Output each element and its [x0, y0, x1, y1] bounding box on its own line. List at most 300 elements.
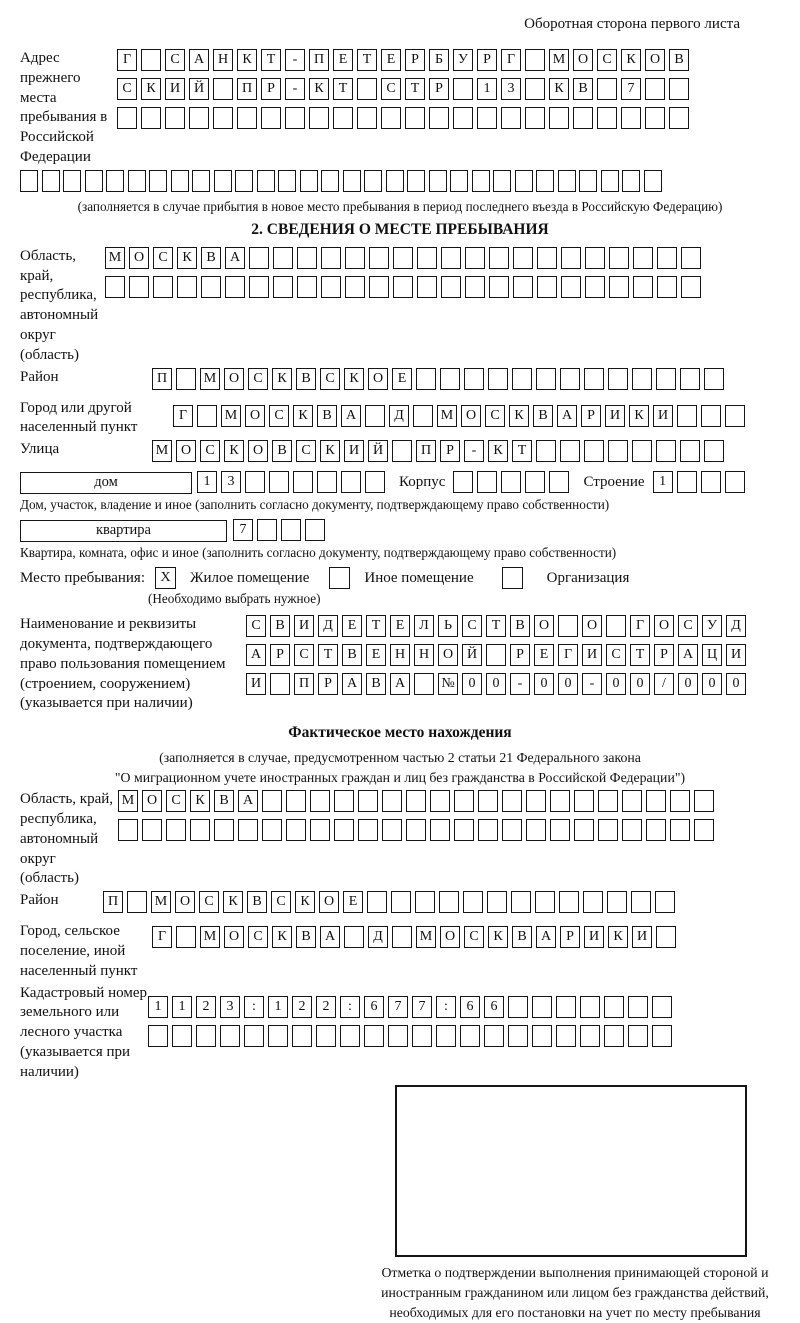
char-box[interactable] [460, 1025, 480, 1047]
char-box[interactable] [129, 276, 149, 298]
char-box[interactable]: 3 [220, 996, 240, 1018]
char-box[interactable] [249, 247, 269, 269]
char-box[interactable] [321, 276, 341, 298]
char-box[interactable] [608, 440, 628, 462]
char-box[interactable] [430, 819, 450, 841]
char-box[interactable]: О [438, 644, 458, 666]
char-box[interactable] [580, 996, 600, 1018]
checkbox-other-premises[interactable] [329, 567, 350, 589]
char-box[interactable] [237, 107, 257, 129]
char-box[interactable] [536, 440, 556, 462]
char-box[interactable] [536, 170, 554, 192]
char-box[interactable]: О [245, 405, 265, 427]
char-box[interactable]: О [368, 368, 388, 390]
char-box[interactable] [561, 276, 581, 298]
char-box[interactable] [604, 996, 624, 1018]
char-box[interactable] [220, 1025, 240, 1047]
char-box[interactable]: № [438, 673, 458, 695]
char-box[interactable] [628, 996, 648, 1018]
char-box[interactable] [142, 819, 162, 841]
char-box[interactable] [357, 107, 377, 129]
char-box[interactable] [128, 170, 146, 192]
char-box[interactable] [244, 1025, 264, 1047]
char-box[interactable] [293, 471, 313, 493]
char-box[interactable]: В [247, 891, 267, 913]
char-box[interactable] [388, 1025, 408, 1047]
char-box[interactable] [598, 819, 618, 841]
char-box[interactable]: М [416, 926, 436, 948]
char-box[interactable]: С [246, 615, 266, 637]
char-box[interactable] [622, 819, 642, 841]
char-box[interactable] [358, 790, 378, 812]
char-box[interactable]: - [464, 440, 484, 462]
char-box[interactable] [190, 819, 210, 841]
char-box[interactable] [196, 1025, 216, 1047]
char-box[interactable] [257, 170, 275, 192]
char-box[interactable]: К [344, 368, 364, 390]
char-box[interactable] [677, 405, 697, 427]
char-box[interactable] [597, 107, 617, 129]
char-box[interactable]: 1 [148, 996, 168, 1018]
char-box[interactable]: С [200, 440, 220, 462]
char-box[interactable] [416, 368, 436, 390]
char-box[interactable]: М [152, 440, 172, 462]
char-box[interactable] [536, 368, 556, 390]
char-box[interactable]: - [582, 673, 602, 695]
char-box[interactable] [489, 276, 509, 298]
char-box[interactable]: 7 [621, 78, 641, 100]
char-box[interactable] [235, 170, 253, 192]
char-box[interactable] [192, 170, 210, 192]
char-box[interactable] [358, 819, 378, 841]
char-box[interactable]: О [645, 49, 665, 71]
char-box[interactable]: 0 [558, 673, 578, 695]
char-box[interactable] [511, 891, 531, 913]
apartment-field-box[interactable]: квартира [20, 520, 227, 542]
char-box[interactable]: 3 [501, 78, 521, 100]
char-box[interactable] [405, 107, 425, 129]
char-box[interactable]: Г [558, 644, 578, 666]
char-box[interactable]: В [296, 926, 316, 948]
char-box[interactable] [441, 276, 461, 298]
char-box[interactable]: О [142, 790, 162, 812]
char-box[interactable]: М [118, 790, 138, 812]
char-box[interactable] [382, 790, 402, 812]
char-box[interactable] [632, 368, 652, 390]
char-box[interactable]: Т [630, 644, 650, 666]
char-box[interactable]: Е [342, 615, 362, 637]
char-box[interactable] [393, 247, 413, 269]
char-box[interactable]: П [152, 368, 172, 390]
char-box[interactable]: Р [581, 405, 601, 427]
char-box[interactable] [669, 78, 689, 100]
char-box[interactable] [369, 276, 389, 298]
char-box[interactable] [512, 368, 532, 390]
char-box[interactable] [694, 819, 714, 841]
char-box[interactable]: 0 [486, 673, 506, 695]
char-box[interactable] [607, 891, 627, 913]
char-box[interactable] [558, 615, 578, 637]
char-box[interactable]: А [246, 644, 266, 666]
char-box[interactable] [148, 1025, 168, 1047]
char-box[interactable] [213, 78, 233, 100]
char-box[interactable]: К [190, 790, 210, 812]
char-box[interactable]: : [340, 996, 360, 1018]
char-box[interactable]: Р [477, 49, 497, 71]
char-box[interactable] [436, 1025, 456, 1047]
char-box[interactable]: В [366, 673, 386, 695]
char-box[interactable] [213, 107, 233, 129]
char-box[interactable] [472, 170, 490, 192]
char-box[interactable] [333, 107, 353, 129]
char-box[interactable]: 2 [292, 996, 312, 1018]
char-box[interactable] [677, 471, 697, 493]
char-box[interactable] [537, 247, 557, 269]
char-box[interactable]: Р [654, 644, 674, 666]
char-box[interactable] [465, 276, 485, 298]
char-box[interactable]: Й [368, 440, 388, 462]
char-box[interactable]: Т [405, 78, 425, 100]
char-box[interactable] [357, 78, 377, 100]
char-box[interactable] [704, 368, 724, 390]
char-box[interactable] [85, 170, 103, 192]
char-box[interactable]: К [141, 78, 161, 100]
char-box[interactable]: Т [366, 615, 386, 637]
char-box[interactable] [118, 819, 138, 841]
char-box[interactable] [441, 247, 461, 269]
char-box[interactable]: В [573, 78, 593, 100]
char-box[interactable] [417, 247, 437, 269]
char-box[interactable]: С [597, 49, 617, 71]
char-box[interactable] [646, 790, 666, 812]
char-box[interactable] [440, 368, 460, 390]
char-box[interactable] [406, 790, 426, 812]
char-box[interactable] [657, 276, 677, 298]
char-box[interactable] [127, 891, 147, 913]
char-box[interactable]: О [461, 405, 481, 427]
char-box[interactable] [197, 405, 217, 427]
char-box[interactable]: С [117, 78, 137, 100]
char-box[interactable]: О [224, 926, 244, 948]
char-box[interactable] [701, 471, 721, 493]
char-box[interactable]: О [129, 247, 149, 269]
char-box[interactable]: Р [510, 644, 530, 666]
char-box[interactable]: И [632, 926, 652, 948]
char-box[interactable]: 6 [364, 996, 384, 1018]
char-box[interactable] [478, 819, 498, 841]
char-box[interactable] [345, 247, 365, 269]
char-box[interactable] [580, 1025, 600, 1047]
char-box[interactable] [579, 170, 597, 192]
char-box[interactable] [583, 891, 603, 913]
char-box[interactable] [189, 107, 209, 129]
char-box[interactable] [701, 405, 721, 427]
char-box[interactable]: М [200, 368, 220, 390]
char-box[interactable]: 0 [606, 673, 626, 695]
char-box[interactable] [453, 107, 473, 129]
char-box[interactable]: 7 [412, 996, 432, 1018]
char-box[interactable] [245, 471, 265, 493]
char-box[interactable]: К [621, 49, 641, 71]
char-box[interactable] [501, 471, 521, 493]
char-box[interactable] [556, 1025, 576, 1047]
char-box[interactable]: Т [357, 49, 377, 71]
char-box[interactable]: Р [270, 644, 290, 666]
char-box[interactable]: А [342, 673, 362, 695]
char-box[interactable]: К [608, 926, 628, 948]
char-box[interactable]: К [509, 405, 529, 427]
char-box[interactable] [454, 790, 474, 812]
char-box[interactable]: О [573, 49, 593, 71]
char-box[interactable]: С [381, 78, 401, 100]
char-box[interactable] [477, 471, 497, 493]
char-box[interactable]: Р [440, 440, 460, 462]
char-box[interactable]: В [270, 615, 290, 637]
char-box[interactable]: Е [381, 49, 401, 71]
char-box[interactable] [670, 819, 690, 841]
char-box[interactable]: А [536, 926, 556, 948]
char-box[interactable]: О [654, 615, 674, 637]
house-field-box[interactable]: дом [20, 472, 192, 494]
char-box[interactable]: Г [117, 49, 137, 71]
char-box[interactable]: А [678, 644, 698, 666]
char-box[interactable]: И [344, 440, 364, 462]
char-box[interactable] [345, 276, 365, 298]
char-box[interactable]: К [223, 891, 243, 913]
char-box[interactable] [141, 49, 161, 71]
char-box[interactable]: - [285, 49, 305, 71]
char-box[interactable]: 0 [534, 673, 554, 695]
char-box[interactable]: Е [392, 368, 412, 390]
char-box[interactable] [365, 471, 385, 493]
char-box[interactable] [369, 247, 389, 269]
char-box[interactable] [268, 1025, 288, 1047]
char-box[interactable] [622, 170, 640, 192]
char-box[interactable]: М [549, 49, 569, 71]
char-box[interactable] [317, 471, 337, 493]
char-box[interactable]: Е [534, 644, 554, 666]
char-box[interactable] [550, 819, 570, 841]
char-box[interactable]: 0 [462, 673, 482, 695]
char-box[interactable] [415, 891, 435, 913]
char-box[interactable] [297, 276, 317, 298]
char-box[interactable]: В [296, 368, 316, 390]
char-box[interactable]: 2 [196, 996, 216, 1018]
char-box[interactable] [508, 1025, 528, 1047]
char-box[interactable] [488, 368, 508, 390]
char-box[interactable]: П [103, 891, 123, 913]
char-box[interactable]: К [488, 926, 508, 948]
char-box[interactable]: 0 [678, 673, 698, 695]
char-box[interactable] [549, 107, 569, 129]
char-box[interactable] [417, 276, 437, 298]
char-box[interactable]: И [605, 405, 625, 427]
char-box[interactable]: В [533, 405, 553, 427]
char-box[interactable]: О [534, 615, 554, 637]
char-box[interactable]: В [214, 790, 234, 812]
char-box[interactable]: И [726, 644, 746, 666]
char-box[interactable] [502, 790, 522, 812]
char-box[interactable] [201, 276, 221, 298]
char-box[interactable] [270, 673, 290, 695]
char-box[interactable]: Т [333, 78, 353, 100]
char-box[interactable] [273, 276, 293, 298]
char-box[interactable] [670, 790, 690, 812]
char-box[interactable] [429, 170, 447, 192]
char-box[interactable]: Г [173, 405, 193, 427]
char-box[interactable]: 3 [221, 471, 241, 493]
char-box[interactable] [486, 644, 506, 666]
char-box[interactable] [525, 78, 545, 100]
char-box[interactable] [334, 790, 354, 812]
char-box[interactable]: А [320, 926, 340, 948]
char-box[interactable] [560, 368, 580, 390]
char-box[interactable]: П [309, 49, 329, 71]
char-box[interactable] [560, 440, 580, 462]
char-box[interactable] [526, 790, 546, 812]
checkbox-organization[interactable] [502, 567, 523, 589]
char-box[interactable]: Д [318, 615, 338, 637]
char-box[interactable] [106, 170, 124, 192]
char-box[interactable]: В [201, 247, 221, 269]
char-box[interactable] [604, 1025, 624, 1047]
char-box[interactable] [681, 247, 701, 269]
char-box[interactable]: К [549, 78, 569, 100]
char-box[interactable] [292, 1025, 312, 1047]
char-box[interactable] [704, 440, 724, 462]
char-box[interactable]: Е [343, 891, 363, 913]
char-box[interactable]: Р [429, 78, 449, 100]
char-box[interactable]: 6 [460, 996, 480, 1018]
char-box[interactable] [598, 790, 618, 812]
char-box[interactable] [305, 519, 325, 541]
char-box[interactable]: К [629, 405, 649, 427]
char-box[interactable] [316, 1025, 336, 1047]
char-box[interactable]: К [320, 440, 340, 462]
char-box[interactable]: Н [390, 644, 410, 666]
char-box[interactable] [532, 996, 552, 1018]
char-box[interactable]: : [244, 996, 264, 1018]
char-box[interactable] [20, 170, 38, 192]
char-box[interactable] [508, 996, 528, 1018]
char-box[interactable]: М [105, 247, 125, 269]
char-box[interactable] [487, 891, 507, 913]
char-box[interactable]: А [341, 405, 361, 427]
char-box[interactable]: Е [366, 644, 386, 666]
char-box[interactable] [249, 276, 269, 298]
char-box[interactable]: В [669, 49, 689, 71]
char-box[interactable] [515, 170, 533, 192]
char-box[interactable]: Й [189, 78, 209, 100]
char-box[interactable] [407, 170, 425, 192]
char-box[interactable] [646, 819, 666, 841]
char-box[interactable] [386, 170, 404, 192]
char-box[interactable] [430, 790, 450, 812]
char-box[interactable]: В [342, 644, 362, 666]
char-box[interactable] [412, 1025, 432, 1047]
char-box[interactable] [172, 1025, 192, 1047]
char-box[interactable]: Т [318, 644, 338, 666]
char-box[interactable]: С [294, 644, 314, 666]
char-box[interactable]: Г [501, 49, 521, 71]
char-box[interactable] [286, 819, 306, 841]
char-box[interactable] [633, 276, 653, 298]
char-box[interactable] [273, 247, 293, 269]
char-box[interactable]: 6 [484, 996, 504, 1018]
char-box[interactable]: С [464, 926, 484, 948]
char-box[interactable] [214, 819, 234, 841]
char-box[interactable]: П [294, 673, 314, 695]
char-box[interactable] [364, 170, 382, 192]
char-box[interactable]: К [237, 49, 257, 71]
char-box[interactable]: О [176, 440, 196, 462]
char-box[interactable]: В [272, 440, 292, 462]
char-box[interactable] [574, 819, 594, 841]
char-box[interactable] [680, 440, 700, 462]
char-box[interactable]: С [165, 49, 185, 71]
char-box[interactable]: Й [462, 644, 482, 666]
char-box[interactable] [558, 170, 576, 192]
char-box[interactable]: И [165, 78, 185, 100]
char-box[interactable] [42, 170, 60, 192]
char-box[interactable] [526, 819, 546, 841]
char-box[interactable]: А [390, 673, 410, 695]
char-box[interactable]: Е [333, 49, 353, 71]
char-box[interactable]: 1 [172, 996, 192, 1018]
char-box[interactable]: 1 [197, 471, 217, 493]
char-box[interactable] [261, 107, 281, 129]
char-box[interactable]: И [584, 926, 604, 948]
char-box[interactable] [310, 790, 330, 812]
char-box[interactable] [364, 1025, 384, 1047]
char-box[interactable]: О [440, 926, 460, 948]
char-box[interactable] [535, 891, 555, 913]
char-box[interactable] [257, 519, 277, 541]
char-box[interactable]: К [272, 926, 292, 948]
char-box[interactable]: 7 [388, 996, 408, 1018]
char-box[interactable] [525, 107, 545, 129]
char-box[interactable] [297, 247, 317, 269]
char-box[interactable]: А [557, 405, 577, 427]
char-box[interactable]: К [309, 78, 329, 100]
char-box[interactable]: С [248, 926, 268, 948]
char-box[interactable]: Н [414, 644, 434, 666]
char-box[interactable] [176, 368, 196, 390]
char-box[interactable] [463, 891, 483, 913]
char-box[interactable]: С [199, 891, 219, 913]
char-box[interactable]: К [488, 440, 508, 462]
char-box[interactable] [669, 107, 689, 129]
char-box[interactable] [214, 170, 232, 192]
char-box[interactable]: Д [368, 926, 388, 948]
char-box[interactable]: : [436, 996, 456, 1018]
char-box[interactable]: 7 [233, 519, 253, 541]
char-box[interactable] [632, 440, 652, 462]
char-box[interactable] [573, 107, 593, 129]
char-box[interactable]: К [295, 891, 315, 913]
char-box[interactable]: О [319, 891, 339, 913]
char-box[interactable]: П [416, 440, 436, 462]
char-box[interactable]: О [224, 368, 244, 390]
char-box[interactable]: 2 [316, 996, 336, 1018]
char-box[interactable]: Р [318, 673, 338, 695]
char-box[interactable] [464, 368, 484, 390]
char-box[interactable] [262, 819, 282, 841]
char-box[interactable]: К [272, 368, 292, 390]
char-box[interactable] [597, 78, 617, 100]
char-box[interactable]: С [153, 247, 173, 269]
char-box[interactable]: / [654, 673, 674, 695]
